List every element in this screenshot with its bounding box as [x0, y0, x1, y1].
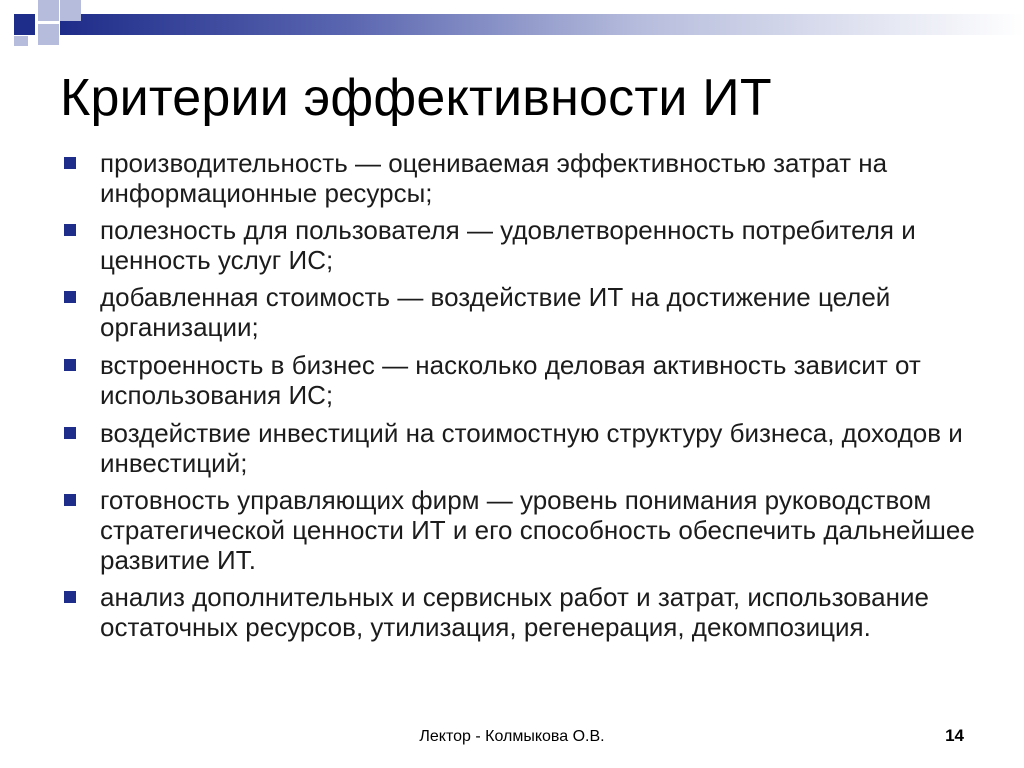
bullet-marker-icon [64, 157, 76, 169]
bullet-text: встроенность в бизнес — насколько деловая активность зависит от использования ИС; [100, 350, 921, 410]
bullet-text: добавленная стоимость — воздействие ИТ на достижение целей организации; [100, 282, 891, 342]
page-number: 14 [945, 726, 964, 745]
bullet-marker-icon [64, 591, 76, 603]
bullet-text: воздействие инвестиций на стоимостную структуру бизнеса, доходов и инвестиций; [100, 418, 963, 478]
bullet-text: производительность — оцениваемая эффективностью затрат на информационные ресурсы; [100, 148, 888, 208]
bullet-text: анализ дополнительных и сервисных работ и затрат, использование остаточных ресурсов, утилизация, регенерация, декомпозиция. [100, 582, 929, 642]
bullet-marker-icon [64, 359, 76, 371]
bullet-text: полезность для пользователя — удовлетворенность потребителя и ценность услуг ИС; [100, 215, 916, 275]
slide-title: Критерии эффективности ИТ [60, 69, 772, 127]
bullet-marker-icon [64, 291, 76, 303]
bullet-text: готовность управляющих фирм — уровень понимания руководством стратегической ценности ИТ и его способность обеспечить дальнейшее развитие ИТ. [100, 485, 975, 575]
footer-lecturer: Лектор - Колмыкова О.В. [419, 728, 605, 745]
bullet-marker-icon [64, 494, 76, 506]
bullet-marker-icon [64, 427, 76, 439]
bullet-marker-icon [64, 224, 76, 236]
